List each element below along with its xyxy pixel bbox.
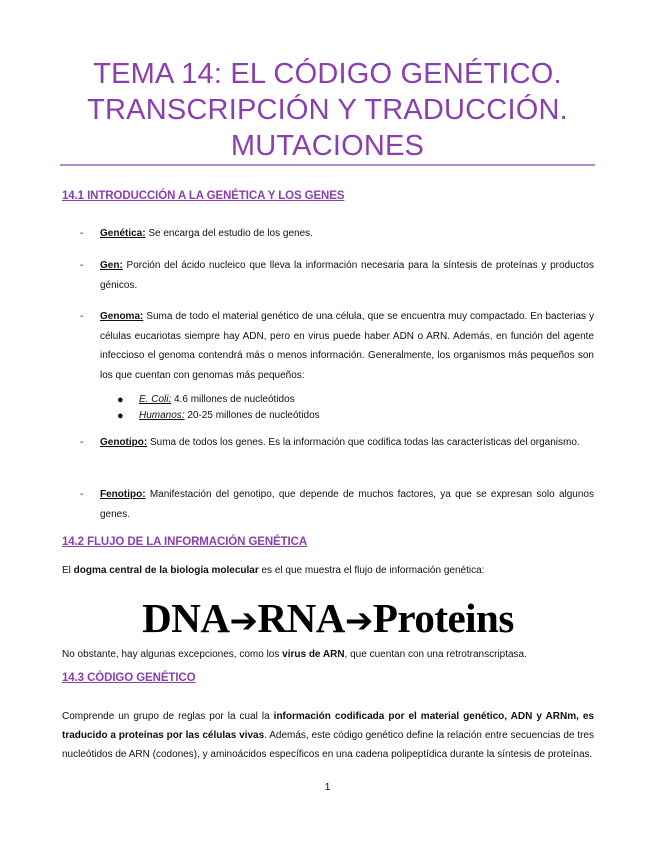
- figure-proteins: Proteins: [372, 595, 514, 641]
- term-gen: Gen:: [100, 260, 123, 271]
- exception-paragraph: [62, 645, 594, 664]
- list-dash: -: [80, 311, 84, 322]
- text-run: . Además, este código genético define la relación entre secuencias de tres nucleótidos de ARN (codones), y aminoácidos específicos en una cadena polipeptídica durante la síntesis de proteínas.: [62, 730, 594, 760]
- text-run-bold: dogma central de la biología molecular: [73, 565, 259, 576]
- term-genoma: Genoma:: [100, 311, 144, 322]
- arrow-icon: ➔: [344, 601, 373, 641]
- organism-name: Humanos:: [139, 410, 185, 421]
- section-heading-14-2: 14.2 FLUJO DE LA INFORMACIÓN GENÉTICA: [62, 536, 308, 548]
- text-run: El: [62, 565, 74, 576]
- list-dash: -: [80, 228, 84, 239]
- definition-fenotipo: [62, 485, 594, 524]
- text-run: es el que muestra el flujo de información genética:: [258, 565, 485, 576]
- central-dogma-figure: [62, 594, 594, 645]
- arrow-icon: ➔: [229, 601, 258, 641]
- list-item-humanos: [117, 408, 320, 424]
- genome-size-list: [117, 392, 320, 424]
- definition-gen: [62, 256, 594, 295]
- figure-dna: DNA: [142, 595, 230, 641]
- document-title: [60, 56, 595, 164]
- list-dash: -: [80, 260, 84, 271]
- definition-text: Porción del ácido nucleico que lleva la información necesaria para la síntesis de proteínas y productos génicos.: [100, 260, 594, 291]
- term-genotipo: Genotipo:: [100, 437, 148, 448]
- definition-text: Manifestación del genotipo, que depende de muchos factores, ya que se expresan solo algunos genes.: [100, 489, 594, 520]
- list-dash: -: [80, 437, 84, 448]
- definition-genetica: [62, 224, 594, 244]
- figure-rna: RNA: [257, 595, 345, 641]
- text-run-bold: virus de ARN: [282, 649, 345, 660]
- definition-text: Se encarga del estudio de los genes.: [145, 228, 313, 239]
- title-line-1: TEMA 14: EL CÓDIGO GENÉTICO.: [93, 58, 562, 90]
- title-divider: [60, 164, 595, 166]
- text-run: , que cuentan con una retrotranscriptasa.: [344, 649, 527, 660]
- term-genetica: Genética:: [100, 228, 146, 239]
- central-dogma-paragraph: [62, 561, 594, 580]
- organism-name: E. Coli:: [139, 394, 172, 405]
- section-heading-14-3: 14.3 CÓDIGO GENÉTICO: [62, 672, 196, 684]
- definition-text: Suma de todo el material genético de una célula, que se encuentra muy compactado. En bacterias y células eucariotas siempre hay ADN, pero en virus puede haber ADN o ARN. Además, en función del agente infeccioso el genoma contendrá más o menos información. Generalmente, los organismos más pequeños son los que cuentan con genomas más pequeños:: [100, 311, 594, 381]
- organism-genome-size: 4.6 millones de nucleótidos: [171, 394, 295, 405]
- list-dash: -: [80, 489, 84, 500]
- page-number: 1: [324, 781, 331, 793]
- title-line-2: TRANSCRIPCIÓN Y TRADUCCIÓN.: [87, 94, 568, 126]
- definition-genoma: [62, 307, 594, 385]
- title-line-3: MUTACIONES: [230, 130, 425, 162]
- section-heading-14-1: 14.1 INTRODUCCIÓN A LA GENÉTICA Y LOS GENES: [62, 190, 345, 202]
- list-item-ecoli: [117, 392, 320, 408]
- text-run: Comprende un grupo de reglas por la cual la: [62, 711, 274, 722]
- genetic-code-paragraph: [62, 707, 594, 764]
- definition-text: Suma de todos los genes. Es la información que codifica todas las características del organismo.: [147, 437, 580, 448]
- organism-genome-size: 20-25 millones de nucleótidos: [184, 410, 320, 421]
- bullet-icon: ●: [117, 394, 124, 406]
- text-run: No obstante, hay algunas excepciones, como los: [62, 649, 283, 660]
- text-run-bold: información codificada por el material genético, ADN y ARNm, es traducido a proteínas por las células vivas: [62, 711, 594, 741]
- term-fenotipo: Fenotipo:: [100, 489, 146, 500]
- definition-genotipo: [62, 433, 594, 453]
- bullet-icon: ●: [117, 410, 124, 422]
